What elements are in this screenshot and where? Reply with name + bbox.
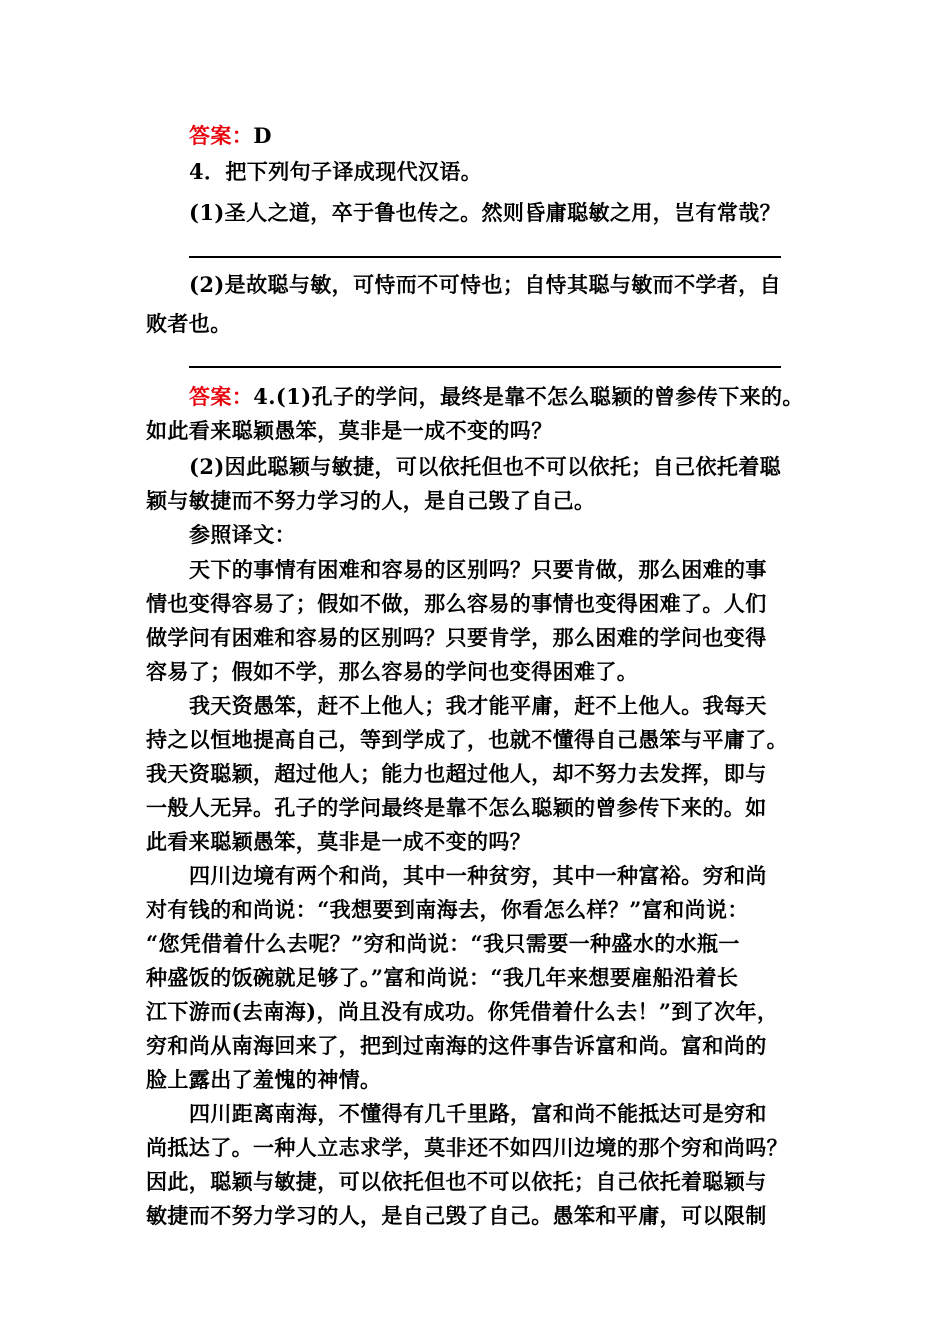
- answer-2-text-1: 4.(1)孔子的学问，最终是靠不怎么聪颖的曾参传下来的。: [253, 384, 804, 409]
- translation-line: 穷和尚从南海回来了，把到过南海的这件事告诉富和尚。富和尚的: [146, 1033, 767, 1058]
- translation-line: 敏捷而不努力学习的人，是自己毁了自己。愚笨和平庸，可以限制: [146, 1203, 767, 1228]
- translation-line: 江下游而(去南海)，尚且没有成功。你凭借着什么去！”到了次年，: [146, 999, 779, 1024]
- translation-line: 此看来聪颖愚笨，莫非是一成不变的吗？: [146, 829, 532, 854]
- translation-line: 脸上露出了羞愧的神情。: [146, 1067, 382, 1092]
- question-item-1: (1)圣人之道，卒于鲁也传之。然则昏庸聪敏之用，岂有常哉？: [189, 200, 782, 225]
- answer-2-line-1: [189, 380, 829, 414]
- question-item-2-line-2: 败者也。: [146, 311, 232, 336]
- translation-line: 持之以恒地提高自己，等到学成了，也就不懂得自己愚笨与平庸了。: [146, 727, 788, 752]
- translation-line: 天下的事情有困难和容易的区别吗？只要肯做，那么困难的事: [189, 557, 767, 582]
- answer-line-d: [189, 119, 829, 153]
- translation-line: 种盛饭的饭碗就足够了。”富和尚说：“我几年来想要雇船沿着长: [146, 965, 739, 990]
- translation-line: 我天资愚笨，赶不上他人；我才能平庸，赶不上他人。我每天: [189, 693, 767, 718]
- translation-line: 做学问有困难和容易的区别吗？只要肯学，那么困难的学问也变得: [146, 625, 767, 650]
- question-heading: 4．把下列句子译成现代汉语。: [189, 159, 483, 184]
- answer-label: 答案：: [189, 123, 254, 148]
- answer-2-line-3: (2)因此聪颖与敏捷，可以依托但也不可以依托；自己依托着聪: [189, 454, 782, 479]
- translation-line: 因此，聪颖与敏捷，可以依托但也不可以依托；自己依托着聪颖与: [146, 1169, 767, 1194]
- translation-line: 四川距离南海，不懂得有几千里路，富和尚不能抵达可是穷和: [189, 1101, 767, 1126]
- translation-line: 情也变得容易了；假如不做，那么容易的事情也变得困难了。人们: [146, 591, 767, 616]
- translation-line: “您凭借着什么去呢？”穷和尚说：“我只需要一种盛水的水瓶一: [146, 931, 740, 956]
- translation-line: 一般人无异。孔子的学问最终是靠不怎么聪颖的曾参传下来的。如: [146, 795, 767, 820]
- translation-line: 对有钱的和尚说：“我想要到南海去，你看怎么样？”富和尚说：: [146, 897, 749, 922]
- answer-value: D: [253, 123, 272, 148]
- translation-line: 四川边境有两个和尚，其中一种贫穷，其中一种富裕。穷和尚: [189, 863, 767, 888]
- answer-2-line-2: 如此看来聪颖愚笨，莫非是一成不变的吗？: [146, 418, 553, 443]
- translation-heading: 参照译文：: [189, 522, 296, 547]
- translation-line: 我天资聪颖，超过他人；能力也超过他人，却不努力去发挥，即与: [146, 761, 767, 786]
- answer-2-label: 答案：: [189, 384, 254, 409]
- answer-2-line-4: 颖与敏捷而不努力学习的人，是自己毁了自己。: [146, 488, 596, 513]
- answer-blank-2: [189, 366, 781, 368]
- answer-blank-1: [189, 256, 781, 258]
- translation-line: 尚抵达了。一种人立志求学，莫非还不如四川边境的那个穷和尚吗？: [146, 1135, 788, 1160]
- question-item-2-line-1: (2)是故聪与敏，可恃而不可恃也；自恃其聪与敏而不学者，自: [189, 272, 782, 297]
- translation-line: 容易了；假如不学，那么容易的学问也变得困难了。: [146, 659, 639, 684]
